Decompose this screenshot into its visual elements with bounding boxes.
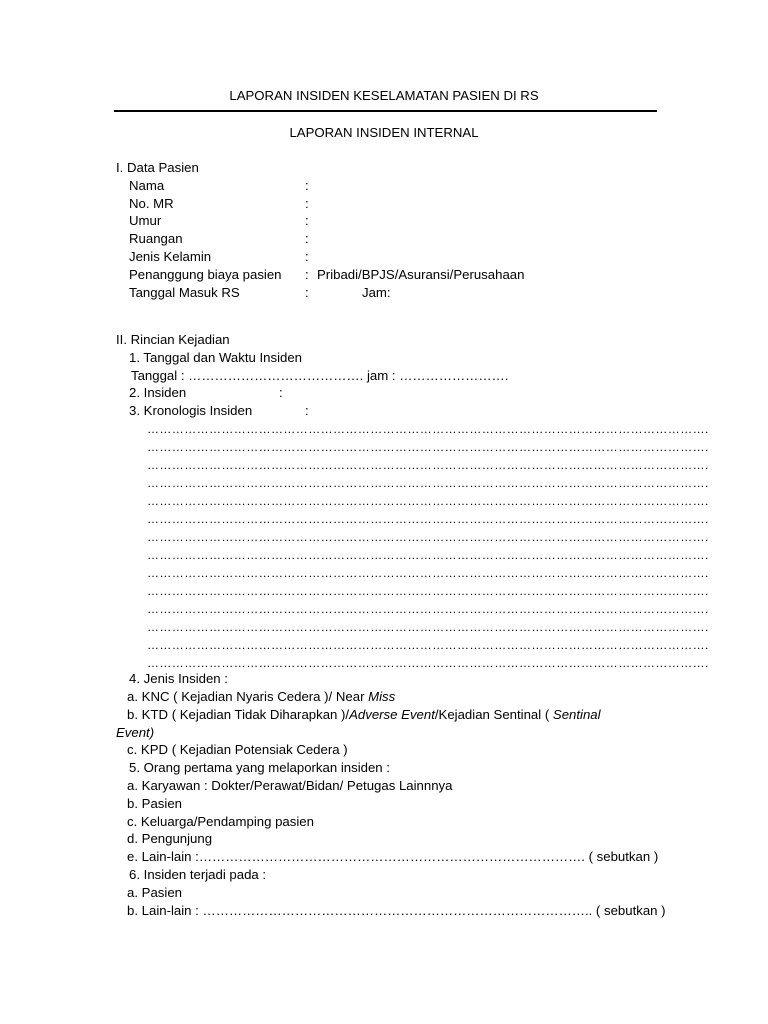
q4-jenis-insiden: 4. Jenis Insiden : (129, 671, 228, 686)
q4a-knc (127, 689, 395, 705)
field-label: Nama (129, 178, 165, 193)
field-label: Umur (129, 213, 162, 228)
field-label: Tanggal Masuk RS (129, 285, 240, 300)
q3-kronologis: 3. Kronologis Insiden (129, 403, 253, 418)
section-rincian-heading: II. Rincian Kejadian (116, 332, 230, 347)
field-colon: : (305, 213, 309, 228)
q3-colon: : (305, 403, 309, 418)
kronologis-line: ………………………………………………………………………………………………………………………. (147, 584, 709, 598)
q5e-lain-lain: e. Lain-lain :……………………………………………………………………………. ( sebutkan ) (127, 849, 659, 864)
q2-insiden: 2. Insiden (129, 385, 187, 400)
field-colon: : (305, 196, 309, 211)
kronologis-line: ………………………………………………………………………………………………………………………. (147, 512, 709, 526)
q6-terjadi-pada: 6. Insiden terjadi pada : (129, 867, 267, 882)
kronologis-line: ………………………………………………………………………………………………………………………. (147, 476, 709, 490)
kronologis-line: ………………………………………………………………………………………………………………………. (147, 494, 709, 508)
q6a-pasien: a. Pasien (127, 885, 182, 900)
q4c-kpd: c. KPD ( Kejadian Potensiak Cedera ) (127, 742, 348, 757)
kronologis-line: ………………………………………………………………………………………………………………………. (147, 602, 709, 616)
q6b-lain-lain: b. Lain-lain : …………………………………………………………………………….. ( sebutkan ) (127, 903, 666, 918)
q4b-mid: /Kejadian Sentinal ( (434, 707, 553, 722)
report-title: LAPORAN INSIDEN KESELAMATAN PASIEN DI RS (229, 88, 539, 103)
field-label: No. MR (129, 196, 174, 211)
q4b-italic2: Sentinal (552, 707, 601, 722)
q1-tanggal-waktu: 1. Tanggal dan Waktu Insiden (129, 350, 303, 365)
q4b-italic: Adverse Event (349, 707, 435, 722)
kronologis-line: ………………………………………………………………………………………………………………………. (147, 566, 709, 580)
field-value: Pribadi/BPJS/Asuransi/Perusahaan (317, 267, 525, 282)
kronologis-line: ………………………………………………………………………………………………………………………. (147, 440, 709, 454)
q2-colon: : (279, 385, 283, 400)
field-label: Penanggung biaya pasien (129, 267, 282, 282)
q4a-italic: Miss (368, 689, 396, 704)
kronologis-line: ………………………………………………………………………………………………………………………. (147, 620, 709, 634)
field-colon: : (305, 249, 309, 264)
q5a-karyawan: a. Karyawan : Dokter/Perawat/Bidan/ Petugas Lainnnya (127, 778, 453, 793)
field-colon: : (305, 267, 309, 282)
field-colon: : (305, 178, 309, 193)
kronologis-line: ………………………………………………………………………………………………………………………. (147, 548, 709, 562)
kronologis-line: ………………………………………………………………………………………………………………………. (147, 458, 709, 472)
field-colon: : (305, 285, 309, 300)
field-colon: : (305, 231, 309, 246)
section-data-pasien-heading: I. Data Pasien (116, 160, 199, 175)
q4b-text: b. KTD ( Kejadian Tidak Diharapkan )/ (127, 707, 350, 722)
field-label: Ruangan (129, 231, 183, 246)
kronologis-line: ………………………………………………………………………………………………………………………. (147, 638, 709, 652)
kronologis-line: ………………………………………………………………………………………………………………………. (147, 530, 709, 544)
q5d-pengunjung: d. Pengunjung (127, 831, 213, 846)
q4b-ktd (127, 707, 601, 723)
q5c-keluarga: c. Keluarga/Pendamping pasien (127, 814, 314, 829)
q1-tanggal-jam-line: Tanggal : …………………………………. jam : ……………………. (131, 368, 509, 383)
q5b-pasien: b. Pasien (127, 796, 182, 811)
report-subtitle: LAPORAN INSIDEN INTERNAL (289, 125, 479, 140)
kronologis-line: ………………………………………………………………………………………………………………………. (147, 422, 709, 436)
q4a-text: a. KNC ( Kejadian Nyaris Cedera )/ Near (127, 689, 369, 704)
title-divider (114, 110, 657, 112)
q4b-ktd-cont: Event) (116, 725, 155, 740)
field-value: Jam: (362, 285, 391, 300)
kronologis-line: ………………………………………………………………………………………………………………………. (147, 656, 709, 670)
q5-pelapor: 5. Orang pertama yang melaporkan insiden : (129, 760, 390, 775)
field-label: Jenis Kelamin (129, 249, 212, 264)
